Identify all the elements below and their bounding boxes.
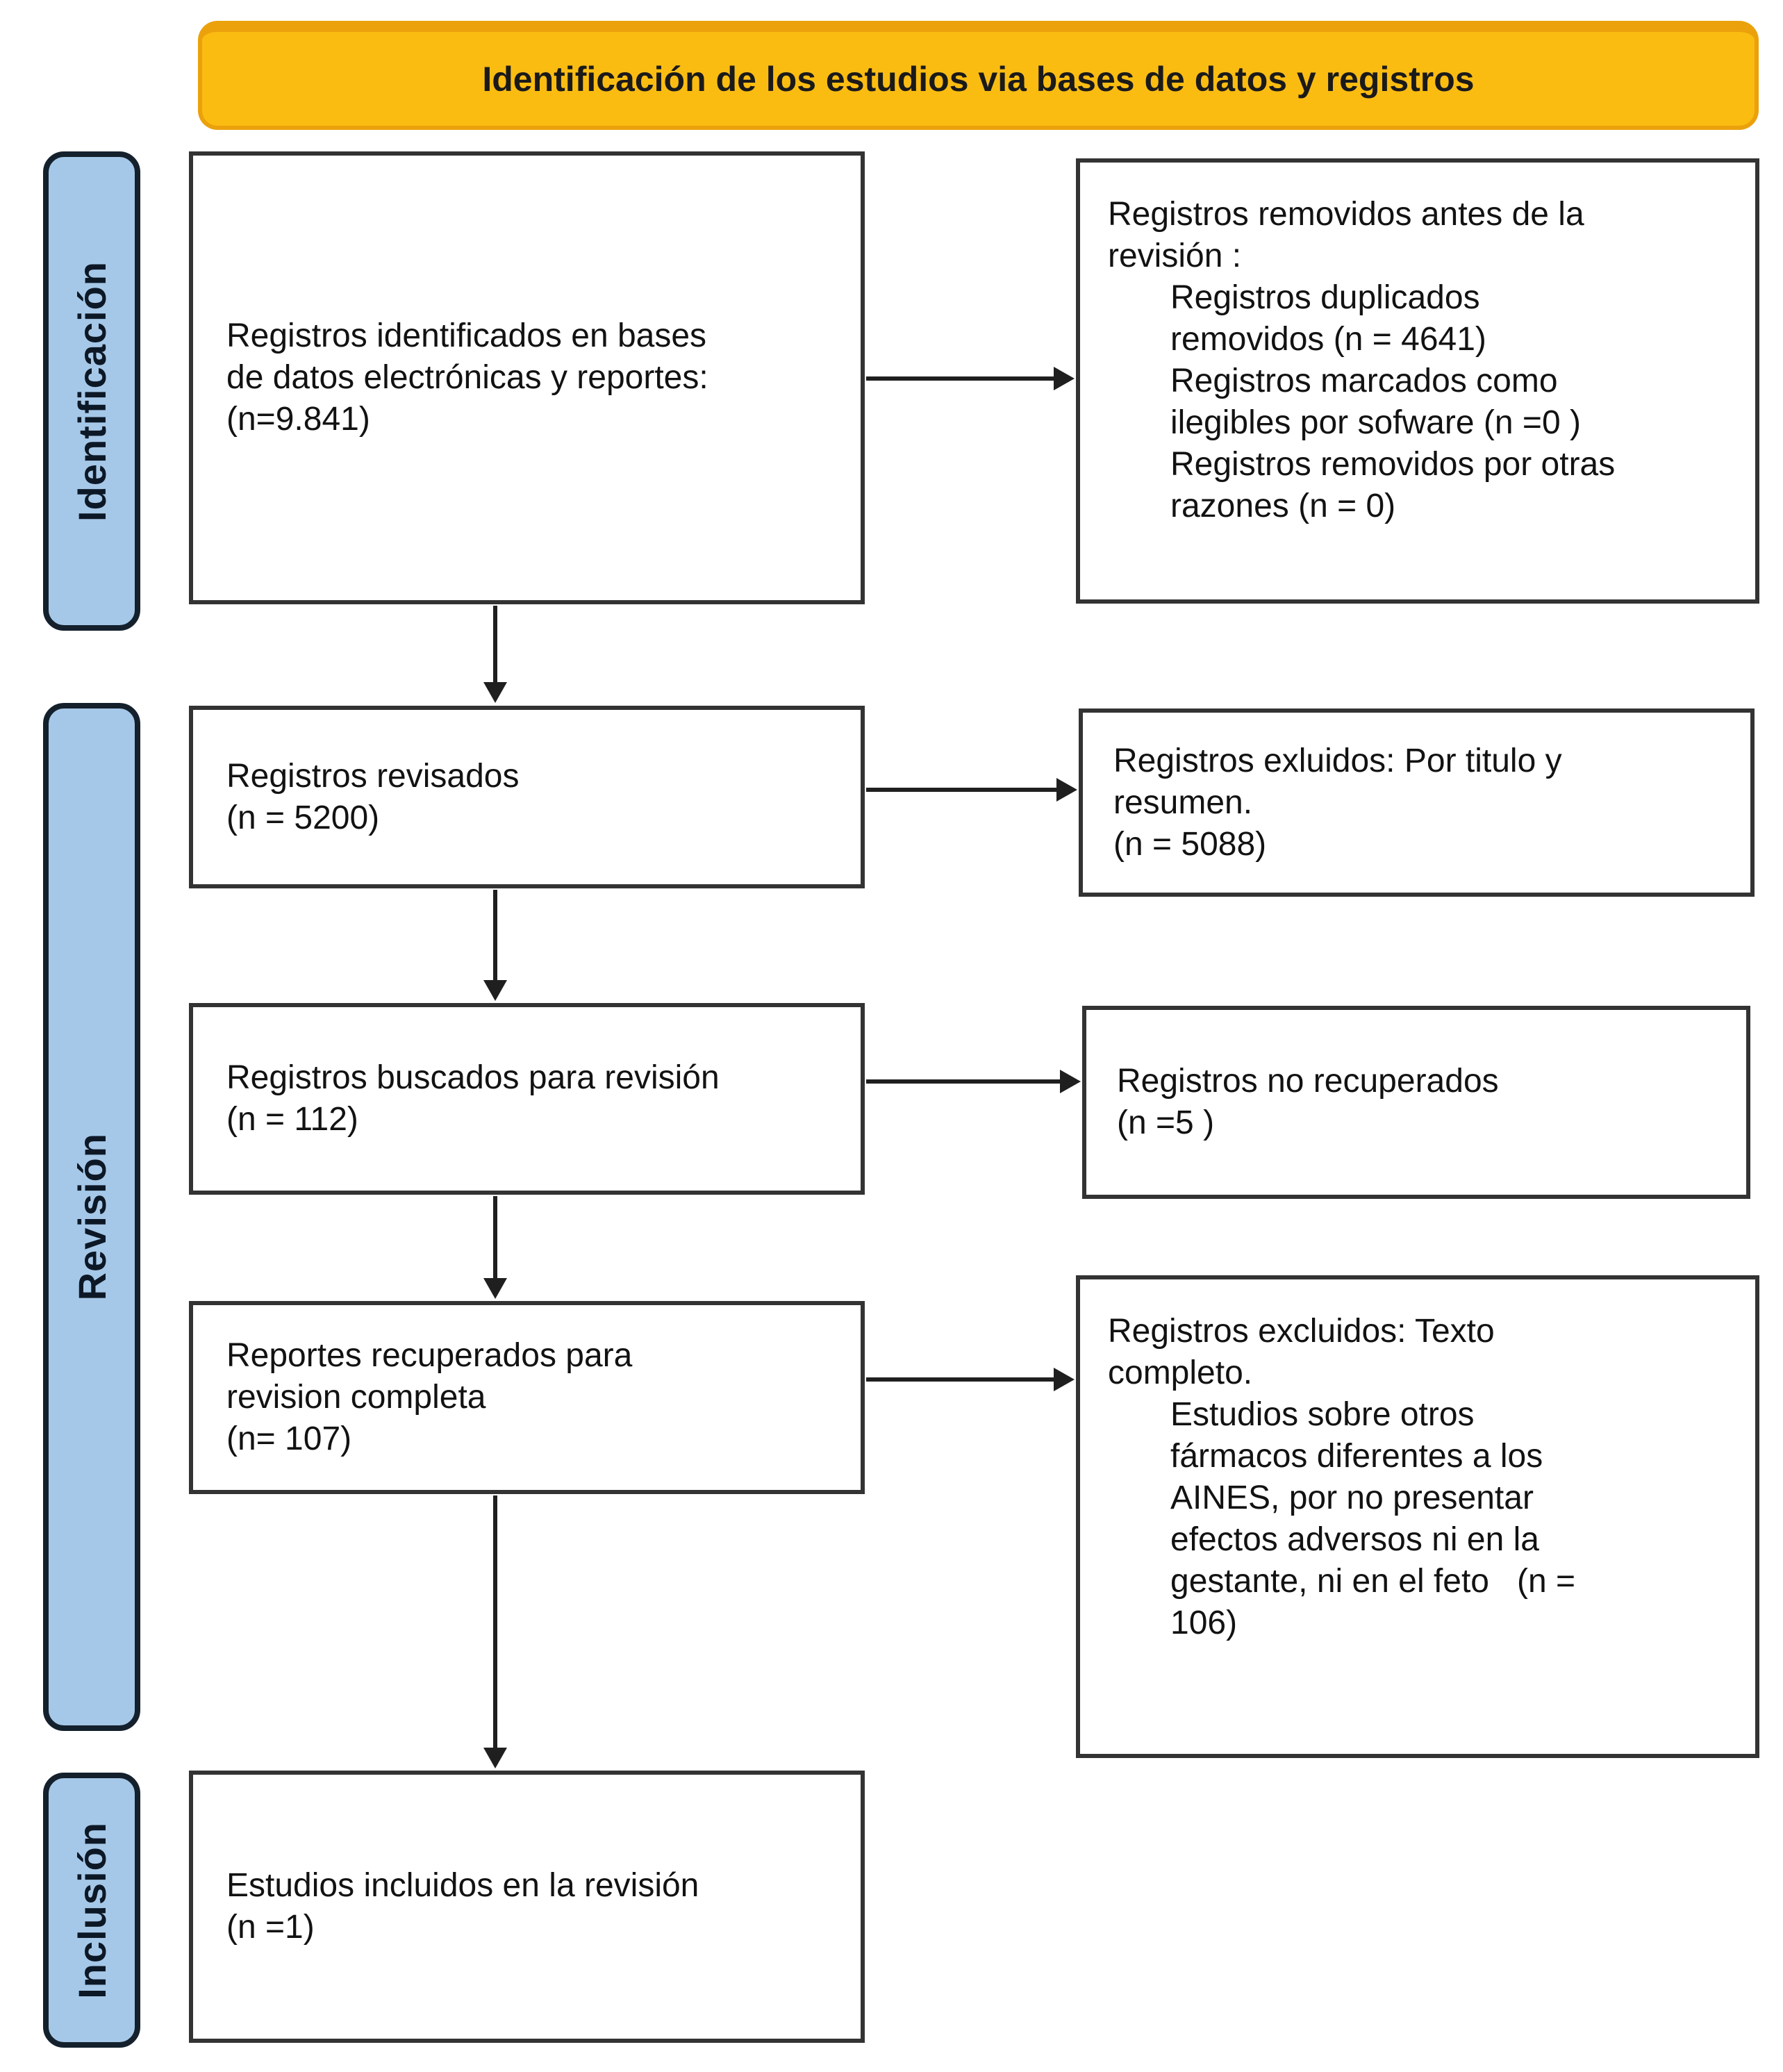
arrow-screened-to-excluded [866,777,1077,802]
arrow-shaft [866,1377,1058,1382]
arrow-head-icon [1054,1368,1075,1391]
excluded-fulltext-item: fármacos diferentes a los [1170,1438,1543,1475]
removed-before-review-item: Registros duplicados [1170,279,1480,316]
excluded-fulltext-title: completo. [1108,1354,1253,1391]
arrow-head-icon [483,980,507,1001]
removed-before-review-item: removidos (n = 4641) [1170,321,1486,358]
box-records-screened-line: Registros revisados [226,757,520,795]
excluded-fulltext-item: efectos adversos ni en la [1170,1521,1539,1558]
excluded-fulltext-item: 106) [1170,1605,1238,1641]
arrow-shaft [493,606,497,686]
arrow-shaft [866,788,1061,792]
stage-inclusion-label: Inclusión [69,1821,114,1999]
arrow-head-icon [1056,778,1077,802]
arrow-shaft [493,1495,497,1752]
stage-revision-label: Revisión [69,1133,114,1301]
arrow-head-icon [483,1748,507,1768]
arrow-screened-to-sought [483,890,508,1001]
box-records-excluded-fulltext [1076,1275,1759,1758]
removed-before-review-item: razones (n = 0) [1170,488,1396,524]
arrow-identified-to-screened [483,606,508,703]
box-reports-retrieved-line: Reportes recuperados para [226,1337,633,1374]
box-studies-included [189,1771,865,2043]
excluded-title-abstract-line: resumen. [1113,784,1253,821]
excluded-title-abstract-count: (n = 5088) [1113,825,1267,863]
excluded-fulltext-item: AINES, por no presentar [1170,1480,1534,1516]
box-records-screened [189,706,865,888]
box-records-removed-before-review [1076,158,1759,604]
arrow-retrieved-to-excluded-fulltext [866,1367,1075,1392]
box-reports-retrieved-line: revision completa [226,1379,486,1416]
arrow-head-icon [1054,367,1075,390]
arrow-retrieved-to-included [483,1495,508,1768]
box-records-sought [189,1003,865,1195]
box-reports-retrieved [189,1301,865,1494]
arrow-shaft [493,890,497,984]
removed-before-review-item: Registros removidos por otras [1170,446,1616,483]
arrow-identified-to-removed [866,366,1075,391]
box-reports-retrieved-count: (n= 107) [226,1420,352,1457]
box-records-identified-line: de datos electrónicas y reportes: [226,359,708,396]
removed-before-review-item: ilegibles por sofware (n =0 ) [1170,404,1581,441]
banner-identification-via-databases [198,21,1759,130]
box-records-identified-line: Registros identificados en bases [226,317,707,354]
stage-identificacion [43,151,140,631]
box-records-identified [189,151,865,604]
arrow-sought-to-retrieved [483,1196,508,1299]
stage-inclusion [43,1773,140,2048]
stage-identificacion-label: Identificación [69,260,114,522]
box-records-screened-count: (n = 5200) [226,799,380,836]
excluded-title-abstract-line: Registros exluidos: Por titulo y [1113,742,1562,779]
arrow-shaft [493,1196,497,1282]
excluded-fulltext-item: Estudios sobre otros [1170,1396,1475,1433]
banner-title: Identificación de los estudios via bases de datos y registros [482,59,1475,99]
box-records-not-retrieved [1082,1006,1750,1199]
arrow-head-icon [1060,1070,1081,1093]
stage-revision [43,703,140,1731]
not-retrieved-line: Registros no recuperados [1117,1063,1499,1100]
box-records-sought-line: Registros buscados para revisión [226,1059,720,1096]
arrow-shaft [866,376,1058,381]
not-retrieved-count: (n =5 ) [1117,1104,1215,1141]
removed-before-review-item: Registros marcados como [1170,363,1558,399]
arrow-shaft [866,1079,1064,1084]
box-records-excluded-title-abstract [1079,708,1755,897]
box-studies-included-line: Estudios incluidos en la revisión [226,1867,699,1904]
excluded-fulltext-item: gestante, ni en el feto (n = [1170,1563,1576,1600]
arrow-head-icon [483,682,507,703]
box-records-sought-count: (n = 112) [226,1101,358,1138]
box-studies-included-count: (n =1) [226,1909,315,1946]
removed-before-review-title: Registros removidos antes de la [1108,196,1584,233]
arrow-sought-to-not-retrieved [866,1069,1081,1094]
box-records-identified-count: (n=9.841) [226,401,370,438]
excluded-fulltext-title: Registros excluidos: Texto [1108,1313,1495,1350]
removed-before-review-title: revisión : [1108,238,1242,274]
arrow-head-icon [483,1278,507,1299]
